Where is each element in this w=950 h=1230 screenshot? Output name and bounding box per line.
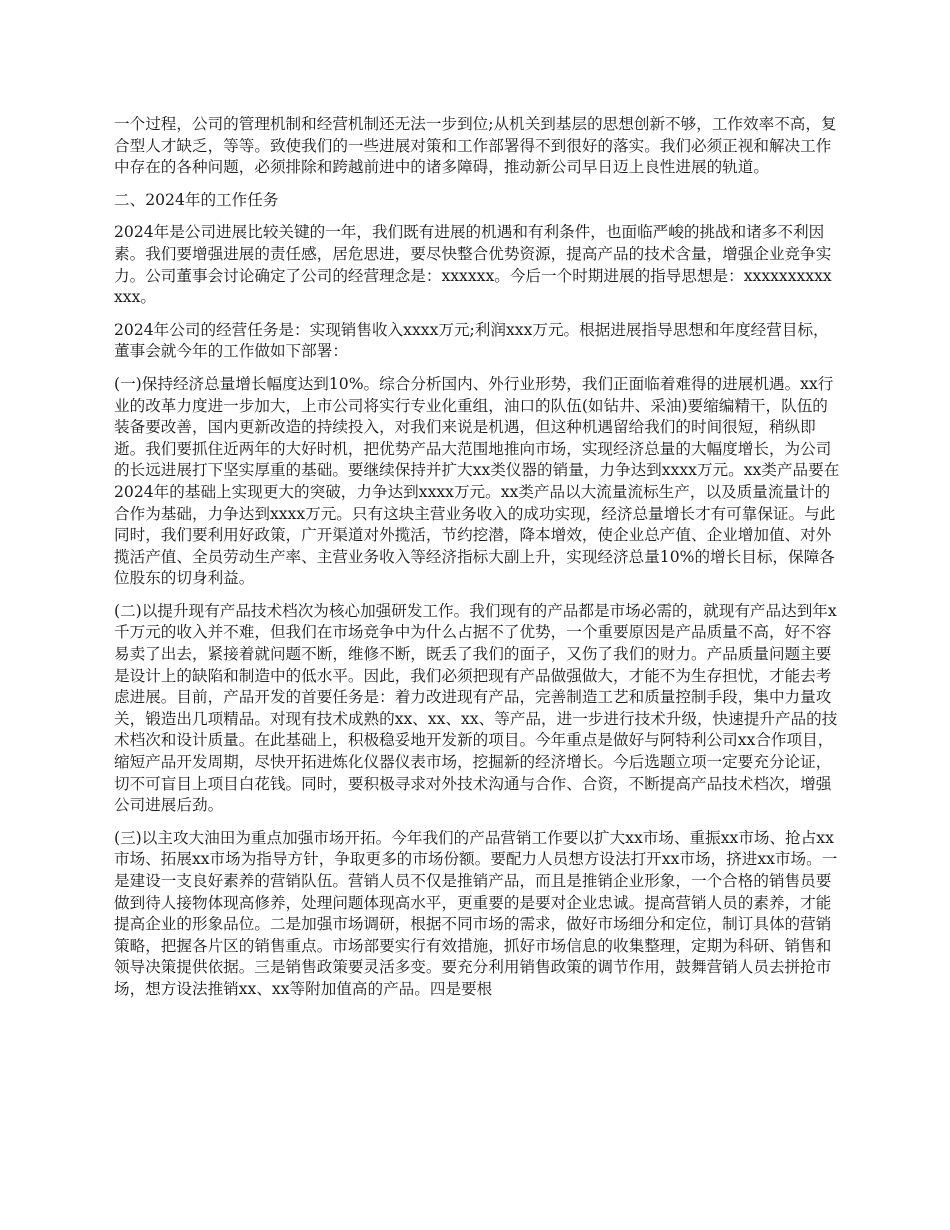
section-heading: 二、2024年的工作任务 bbox=[114, 190, 279, 209]
paragraph-item-1: (一)保持经济总量增长幅度达到10%。综合分析国内、外行业形势，我们正面临着难得的进展机遇。xx行业的改革力度进一步加大，上市公司将实行专业化重组，油口的队伍(如钻井、采油)要缩编精干，队伍的装备要改善，国内更新改造的持续投入，对我们来说是机遇，但这种机遇留给我们的时间很短，稍纵即逝。我们要抓住近两年的大好时机，把优势产品大范围地推向市场，实现经济总量的大幅度增长，为公司的长远进展打下坚实厚重的基础。要继续保持并扩大xx类仪器的销量，力争达到xxxx万元。xx类产品要在2024年的基础上实现更大的突破，力争达到xxxx万元。xx类产品以大流量流标生产，以及质量流量计的合作为基础，力争达到xxxx万元。只有这块主营业务收入的成功实现，经济总量增长才有可靠保证。与此同时，我们要利用好政策，广开渠道对外揽活，节约挖潜，降本增效，使企业总产值、企业增加值、对外揽活产值、全员劳动生产率、主营业务收入等经济指标大副上升，实现经济总量10%的增长目标，保障各位股东的切身利益。 bbox=[114, 374, 840, 588]
paragraph-intro: 一个过程，公司的管理机制和经营机制还无法一步到位;从机关到基层的思想创新不够，工作效率不高，复合型人才缺乏，等等。致使我们的一些进展对策和工作部署得不到很好的落实。我们必须正视和解决工作中存在的各种问题，必须排除和跨越前进中的诸多障碍，推动新公司早日迈上良性进展的轨道。 bbox=[114, 115, 837, 177]
paragraph-item-3: (三)以主攻大油田为重点加强市场开拓。今年我们的产品营销工作要以扩大xx市场、重振xx市场、抢占xx市场、拓展xx市场为指导方针，争取更多的市场份额。要配力人员想方设法打开xx市场，挤进xx市场。一是建设一支良好素养的营销队伍。营销人员不仅是推销产品，而且是推销企业形象，一个合格的销售员要做到待人接物体现高修养，处理问题体现高水平，更重要的是要对企业忠诚。提高营销人员的素养，才能提高企业的形象品位。二是加强市场调研，根据不同市场的需求，做好市场细分和定位，制订具体的营销策略，把握各片区的销售重点。市场部要实行有效措施，抓好市场信息的收集整理，定期为科研、销售和领导决策提供依据。三是销售政策要灵活多变。要充分利用销售政策的调节作用，鼓舞营销人员去拼抢市场，想方设法推销xx、xx等附加值高的产品。四是要根 bbox=[114, 828, 838, 998]
paragraph-item-2: (二)以提升现有产品技术档次为核心加强研发工作。我们现有的产品都是市场必需的，就现有产品达到年x千万元的收入并不难，但我们在市场竞争中为什么占据不了优势，一个重要原因是产品质量不高，好不容易卖了出去，紧接着就问题不断，维修不断，既丢了我们的面子，又伤了我们的财力。产品质量问题主要是设计上的缺陷和制造中的低水平。因此，我们必须把现有产品做强做大，才能不为生存担忧，才能去考虑进展。目前，产品开发的首要任务是：着力改进现有产品，完善制造工艺和质量控制手段，集中力量攻关，锻造出几项精品。对现有技术成熟的xx、xx、xx、等产品，进一步进行技术升级，快速提升产品的技术档次和设计质量。在此基础上，积极稳妥地开发新的项目。今年重点是做好与阿特利公司xx合作项目，缩短产品开发周期，尽快开拓进炼化仪器仪表市场，挖掘新的经济增长。今后选题立项一定要充分论证，切不可盲目上项目白花钱。同时，要积极寻求对外技术沟通与合作、合资，不断提高产品技术档次，增强公司进展后劲。 bbox=[114, 601, 838, 815]
document-page bbox=[114, 114, 840, 1012]
paragraph-overview: 2024年是公司进展比较关键的一年，我们既有进展的机遇和有利条件，也面临严峻的挑战和诸多不利因素。我们要增强进展的责任感，居危思进，要尽快整合优势资源，提高产品的技术含量，增强企业竞争实力。公司董事会讨论确定了公司的经营理念是：xxxxxx。今后一个时期进展的指导思想是：xxxxxxxxxxxxx。 bbox=[114, 223, 832, 307]
paragraph-business-task: 2024年公司的经营任务是：实现销售收入xxxx万元;利润xxx万元。根据进展指导思想和年度经营目标，董事会就今年的工作做如下部署： bbox=[114, 320, 829, 361]
